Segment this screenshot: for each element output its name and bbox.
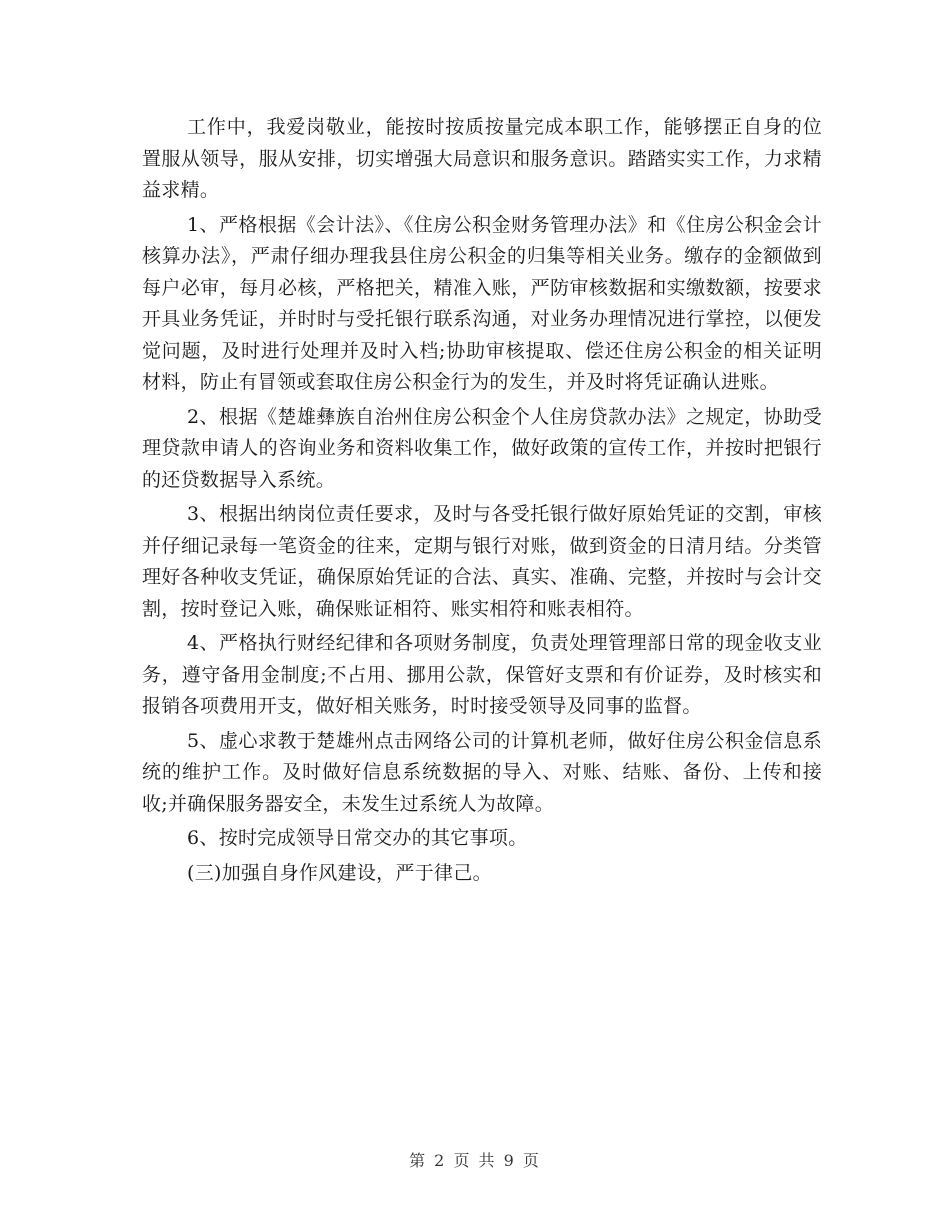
paragraph-item-2: 2、根据《楚雄彝族自治州住房公积金个人住房贷款办法》之规定，协助受理贷款申请人的咨询业务和资料收集工作，做好政策的宣传工作，并按时把银行的还贷数据导入系统。 (142, 405, 822, 491)
paragraph-item-6: 6、按时完成领导日常交办的其它事项。 (187, 827, 528, 849)
paragraph-intro: 工作中，我爱岗敬业，能按时按质按量完成本职工作，能够摆正自身的位置服从领导，服从安排，切实增强大局意识和服务意识。踏踏实实工作，力求精益求精。 (142, 116, 822, 201)
paragraph-item-3: 3、根据出纳岗位责任要求，及时与各受托银行做好原始凭证的交割，审核并仔细记录每一笔资金的往来，定期与银行对账，做到资金的日清月结。分类管理好各种收支凭证，确保原始凭证的合法、真实、准确、完整，并按时与会计交割，按时登记入账，确保账证相符、账实相符和账表相符。 (142, 503, 822, 620)
document-body (142, 112, 822, 892)
paragraph-section-3: (三)加强自身作风建设，严于律己。 (187, 861, 492, 884)
paragraph-item-1: 1、严格根据《会计法》、《住房公积金财务管理办法》和《住房公积金会计核算办法》，严肃仔细办理我县住房公积金的归集等相关业务。缴存的金额做到每户必审，每月必核，严格把关，精准入账，严防审核数据和实缴数额，按要求开具业务凭证，并时时与受托银行联系沟通，对业务办理情况进行掌控，以便发觉问题，及时进行处理并及时入档;协助审核提取、偿还住房公积金的相关证明材料，防止有冒领或套取住房公积金行为的发生，并及时将凭证确认进账。 (142, 213, 822, 393)
page-footer (0, 1148, 950, 1171)
paragraph-item-5: 5、虚心求教于楚雄州点击网络公司的计算机老师，做好住房公积金信息系统的维护工作。及时做好信息系统数据的导入、对账、结账、备份、上传和接收;并确保服务器安全，未发生过系统人为故障。 (142, 729, 822, 815)
page-number: 第 2 页 共 9 页 (409, 1151, 541, 1170)
paragraph-item-4: 4、严格执行财经纪律和各项财务制度，负责处理管理部日常的现金收支业务，遵守备用金制度;不占用、挪用公款，保管好支票和有价证券，及时核实和报销各项费用开支，做好相关账务，时时接受领导及同事的监督。 (142, 632, 822, 717)
